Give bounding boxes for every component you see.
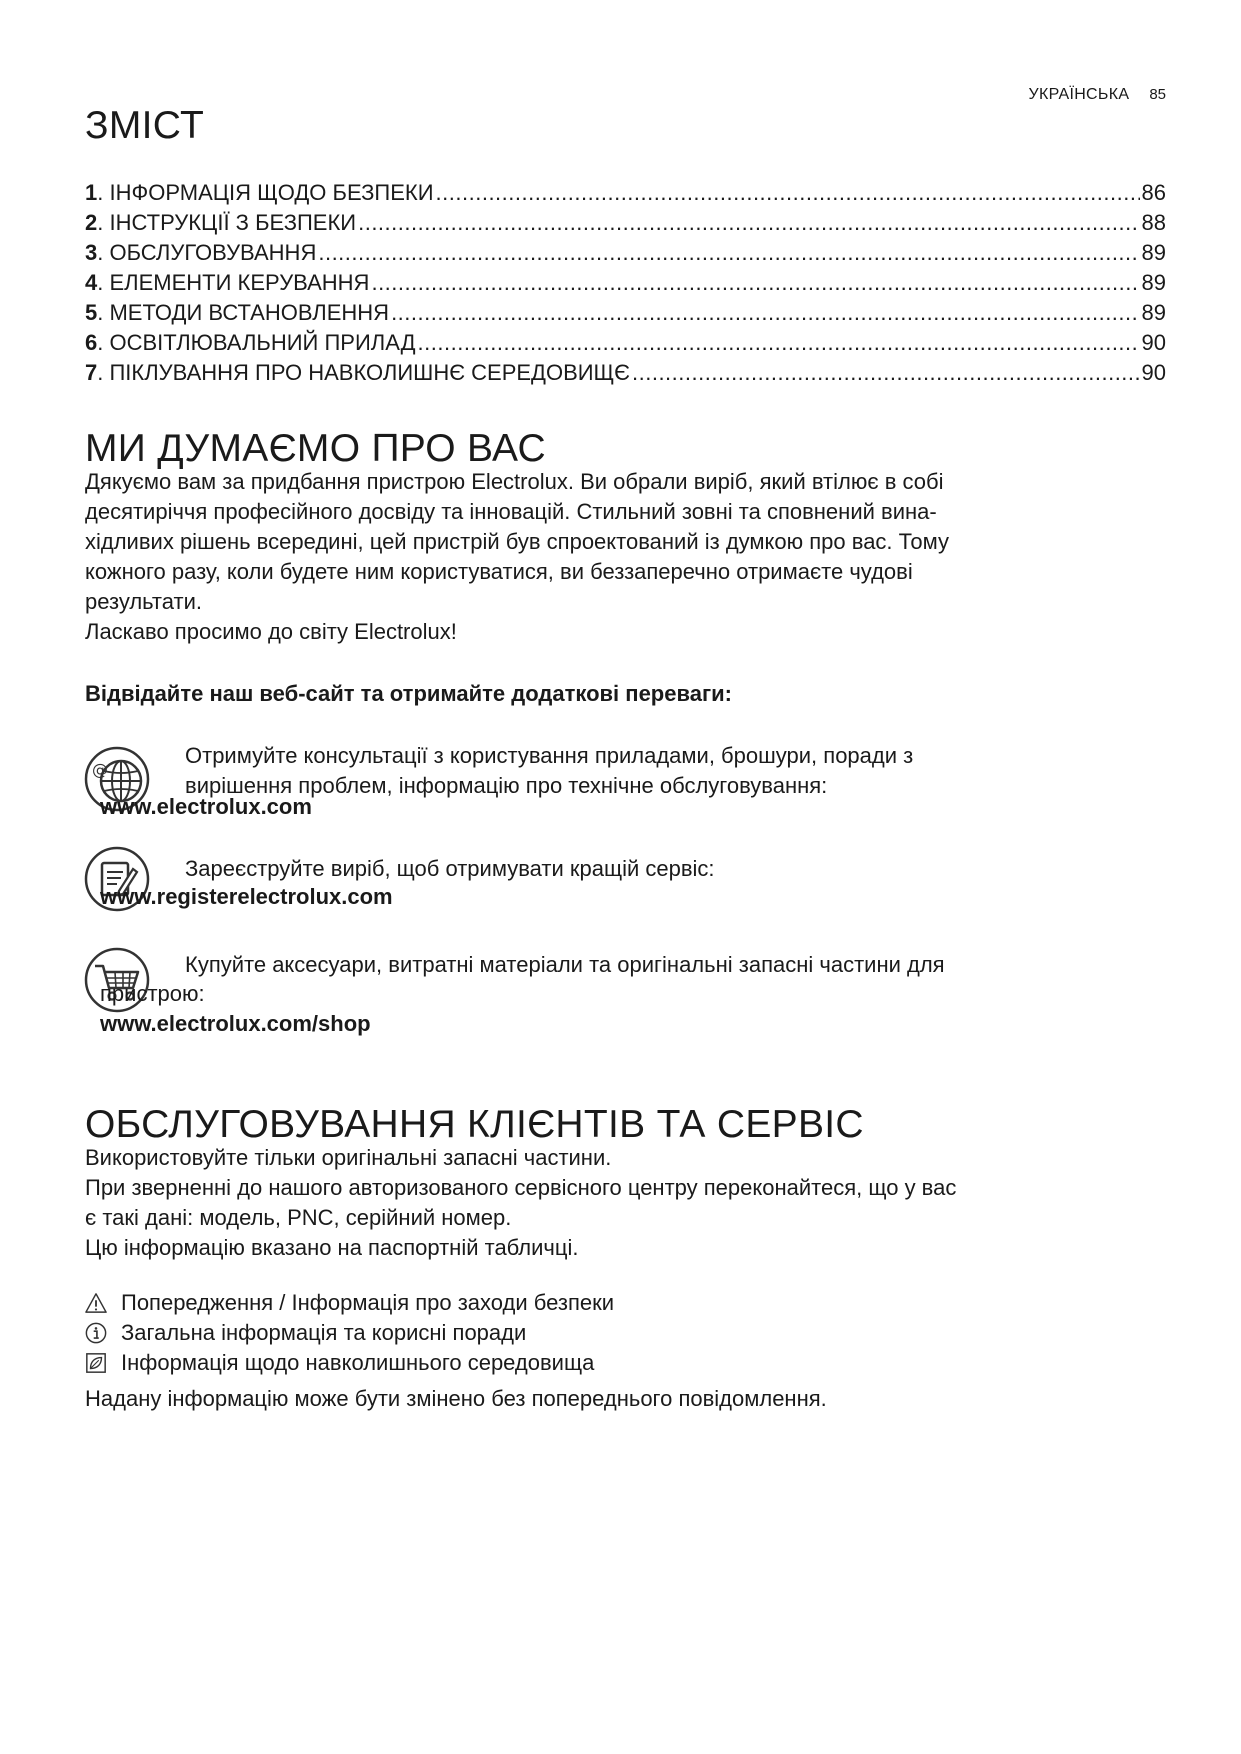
- disclaimer-note: Надану інформацію може бути змінено без попереднього повідомлення.: [85, 1386, 827, 1411]
- toc-entry-label: . ІНФОРМАЦІЯ ЩОДО БЕЗПЕКИ: [97, 180, 434, 205]
- benefit-description: [185, 741, 1085, 801]
- paragraph-line: Цю інформацію вказано на паспортній табличці.: [85, 1235, 579, 1260]
- legend-item: [85, 1290, 614, 1316]
- toc-entry-number: 7: [85, 360, 98, 385]
- toc-entry[interactable]: [85, 330, 1166, 360]
- toc-entry[interactable]: [85, 240, 1166, 270]
- toc-entry-page: 89: [1141, 270, 1166, 295]
- toc-entry-number: 6: [85, 330, 98, 355]
- visit-website-heading: Відвідайте наш веб-сайт та отримайте додаткові переваги:: [85, 681, 732, 706]
- svg-text:@: @: [92, 760, 108, 779]
- service-paragraph: [85, 1143, 1165, 1263]
- paragraph-line: хідливих рішень всередині, цей пристрій був спроектований із думкою про вас. Тому: [85, 529, 949, 554]
- toc-entry-page: 88: [1141, 210, 1166, 235]
- paragraph-line: При зверненні до нашого авторизованого сервісного центру переконайтеся, що у вас: [85, 1175, 957, 1200]
- toc-entry-page: 86: [1141, 180, 1166, 205]
- toc-entry-label: . ПІКЛУВАННЯ ПРО НАВКОЛИШНЄ СЕРЕДОВИЩЄ: [97, 360, 630, 385]
- about-title: МИ ДУМАЄМО ПРО ВАС: [85, 427, 546, 470]
- toc-leader-dots: [358, 210, 1139, 236]
- about-paragraph: [85, 467, 1165, 617]
- toc-leader-dots: [391, 300, 1139, 326]
- toc-entry-label: . ОБСЛУГОВУВАННЯ: [97, 240, 317, 265]
- toc-entry-label: . ІНСТРУКЦІЇ З БЕЗПЕКИ: [97, 210, 357, 235]
- toc-entry[interactable]: [85, 360, 1166, 390]
- info-icon: [85, 1322, 107, 1344]
- benefit-line: вирішення проблем, інформацію про технічне обслуговування:: [185, 773, 828, 798]
- toc-entry-number: 5: [85, 300, 98, 325]
- paragraph-line: Використовуйте тільки оригінальні запасні частини.: [85, 1145, 612, 1170]
- toc-entry-number: 3: [85, 240, 98, 265]
- toc-leader-dots: [371, 270, 1139, 296]
- paragraph-line: Дякуємо вам за придбання пристрою Electrolux. Ви обрали виріб, який втілює в собі: [85, 469, 944, 494]
- toc-entry-label: . МЕТОДИ ВСТАНОВЛЕННЯ: [97, 300, 390, 325]
- legend-label: Інформація щодо навколишнього середовища: [121, 1350, 595, 1375]
- toc-leader-dots: [418, 330, 1140, 356]
- page-number: 85: [1149, 86, 1166, 103]
- paragraph-line: десятиріччя професійного досвіду та інновацій. Стильний зовні та сповнений вина-: [85, 499, 937, 524]
- benefit-line: Зареєструйте виріб, щоб отримувати кращій сервіс:: [185, 856, 715, 881]
- paragraph-line: результати.: [85, 589, 202, 614]
- toc-leader-dots: [318, 240, 1139, 266]
- benefit-line: Купуйте аксесуари, витратні матеріали та оригінальні запасні частини для: [185, 952, 945, 977]
- service-title: ОБСЛУГОВУВАННЯ КЛІЄНТІВ ТА СЕРВІС: [85, 1103, 864, 1146]
- shop-website-link[interactable]: www.electrolux.com/shop: [100, 1011, 371, 1036]
- welcome-text: Ласкаво просимо до світу Electrolux!: [85, 619, 457, 644]
- toc-entry[interactable]: [85, 300, 1166, 330]
- toc-entry-page: 90: [1141, 360, 1166, 385]
- legend-label: Попередження / Інформація про заходи безпеки: [121, 1290, 615, 1315]
- electrolux-website-link[interactable]: www.electrolux.com: [100, 794, 312, 819]
- toc-entry-number: 1: [85, 180, 98, 205]
- legend-item: [85, 1320, 526, 1346]
- toc-entry[interactable]: [85, 180, 1166, 210]
- environment-icon: [85, 1352, 107, 1374]
- toc-entry-label: . ЕЛЕМЕНТИ КЕРУВАННЯ: [97, 270, 370, 295]
- register-website-link[interactable]: www.registerelectrolux.com: [100, 884, 393, 909]
- legend-item: [85, 1350, 594, 1376]
- language-label: УКРАЇНСЬКА: [1028, 86, 1130, 103]
- benefit-description: [185, 854, 1085, 884]
- benefit-description: [185, 950, 1085, 980]
- toc-entry-page: 89: [1141, 240, 1166, 265]
- legend-label: Загальна інформація та корисні поради: [121, 1320, 527, 1345]
- paragraph-line: є такі дані: модель, PNC, серійний номер.: [85, 1205, 512, 1230]
- toc-entry-number: 4: [85, 270, 98, 295]
- toc-entry-page: 90: [1141, 330, 1166, 355]
- benefit-line: Отримуйте консультації з користування приладами, брошури, поради з: [185, 743, 914, 768]
- toc-leader-dots: [436, 180, 1140, 206]
- toc-entry[interactable]: [85, 210, 1166, 240]
- toc-entry-label: . ОСВІТЛЮВАЛЬНИЙ ПРИЛАД: [97, 330, 416, 355]
- benefit-continuation: пристрою:: [100, 981, 205, 1006]
- page-header: [1029, 86, 1167, 104]
- toc-entry-page: 89: [1141, 300, 1166, 325]
- toc-entry-number: 2: [85, 210, 98, 235]
- toc-leader-dots: [632, 360, 1140, 386]
- toc-entry[interactable]: [85, 270, 1166, 300]
- warning-icon: [85, 1292, 107, 1314]
- toc-title: ЗМІСТ: [85, 104, 205, 147]
- paragraph-line: кожного разу, коли будете ним користуватися, ви беззаперечно отримаєте чудові: [85, 559, 913, 584]
- table-of-contents: [85, 180, 1166, 390]
